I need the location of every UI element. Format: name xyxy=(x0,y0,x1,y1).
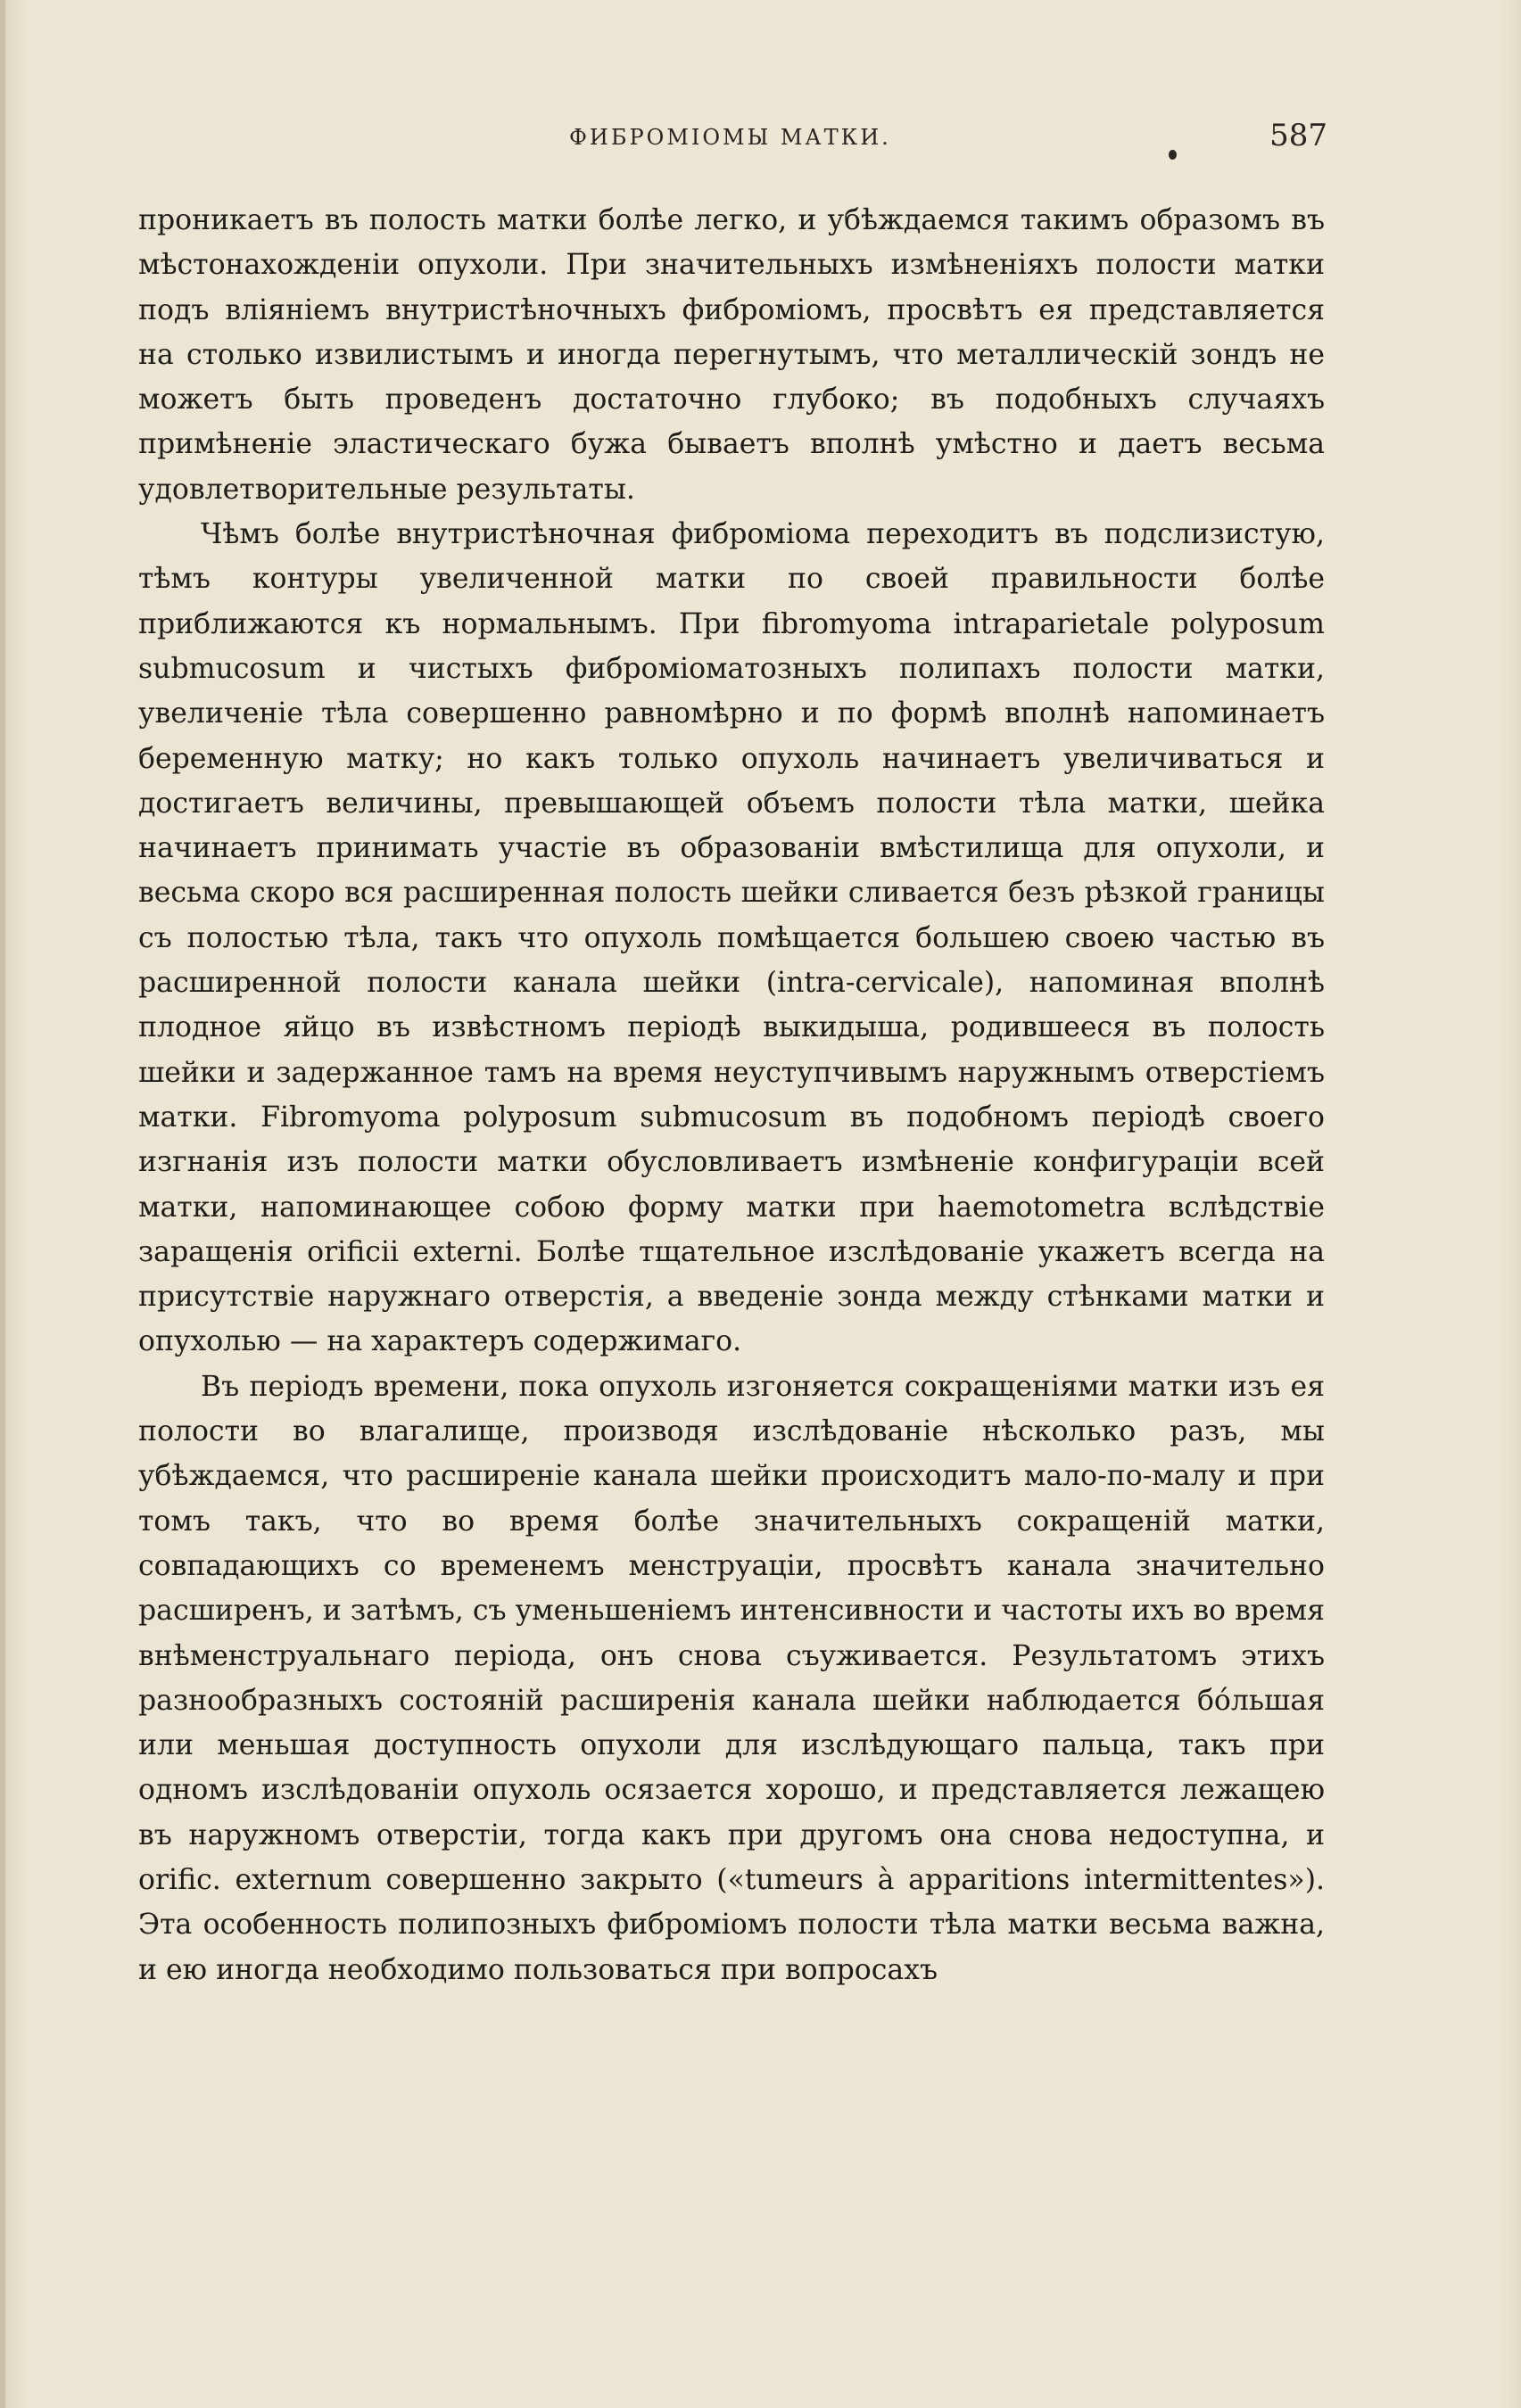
running-head: ФИБРОМІОМЫ МАТКИ. xyxy=(569,125,891,150)
ink-speck xyxy=(1169,150,1177,160)
paragraph-1: проникаетъ въ полость матки болѣе легко, и убѣждаемся такимъ образомъ въ мѣстонахожденіи опухоли. При значительныхъ измѣненіяхъ полости матки подъ вліяніемъ внутристѣночныхъ фиброміомъ, просвѣтъ ея представляется на столько извилистымъ и иногда перегнутымъ, что металлическій зондъ не можетъ быть проведенъ достаточно глубоко; въ подобныхъ случаяхъ примѣненіе эластическаго бужа бываетъ вполнѣ умѣстно и даетъ весьма удовлетворительные результаты. xyxy=(138,204,1325,506)
paragraph-3: Въ періодъ времени, пока опухоль изгоняется сокращеніями матки изъ ея полости во влагалище, производя изслѣдованіе нѣсколько разъ, мы убѣждаемся, что расширеніе канала шейки происходитъ мало-по-малу и при томъ такъ, что во время болѣе значительныхъ сокращеній матки, совпадающихъ со временемъ менструаціи, просвѣтъ канала значительно расширенъ, и затѣмъ, съ уменьшеніемъ интенсивности и частоты ихъ во время внѣменструальнаго періода, онъ снова съуживается. Результатомъ этихъ разнообразныхъ состояній расширенія канала шейки наблюдается бóльшая или меньшая доступность опухоли для изслѣдующаго пальца, такъ при одномъ изслѣдованіи опухоль осязается хорошо, и представляется лежащею въ наружномъ отверстіи, тогда какъ при другомъ она снова недоступна, и orific. externum совершенно закрыто («tumeurs à apparitions intermittentes»). Эта особенность полипозныхъ фиброміомъ полости тѣла матки весьма важна, и ею иногда необходимо пользоваться при вопросахъ xyxy=(138,1370,1325,1986)
page-number: 587 xyxy=(1269,118,1327,153)
body-text xyxy=(138,198,1325,1992)
page-header xyxy=(132,118,1327,153)
page-edge xyxy=(0,0,5,2408)
paragraph-2: Чѣмъ болѣе внутристѣночная фиброміома переходитъ въ подслизистую, тѣмъ контуры увеличенной матки по своей правильности болѣе приближаются къ нормальнымъ. При fibromyoma intraparietale polyposum submucosum и чистыхъ фиброміоматозныхъ полипахъ полости матки, увеличеніе тѣла совершенно равномѣрно и по формѣ вполнѣ напоминаетъ беременную матку; но какъ только опухоль начинаетъ увеличиваться и достигаетъ величины, превышающей объемъ полости тѣла матки, шейка начинаетъ принимать участіе въ образованіи вмѣстилища для опухоли, и весьма скоро вся расширенная полость шейки сливается безъ рѣзкой границы съ полостью тѣла, такъ что опухоль помѣщается большею своею частью въ расширенной полости канала шейки (intra-cervicale), напоминая вполнѣ плодное яйцо въ извѣстномъ періодѣ выкидыша, родившееся въ полость шейки и задержанное тамъ на время неуступчивымъ наружнымъ отверстіемъ матки. Fibromyoma polyposum submucosum въ подобномъ періодѣ своего изгнанія изъ полости матки обусловливаетъ измѣненіе конфигураціи всей матки, напоминающее собою форму матки при haemotometra вслѣдствіе заращенія orificii externi. Болѣе тщательное изслѣдованіе укажетъ всегда на присутствіе наружнаго отверстія, а введеніе зонда между стѣнками матки и опухолью — на характеръ содержимаго. xyxy=(138,518,1325,1358)
